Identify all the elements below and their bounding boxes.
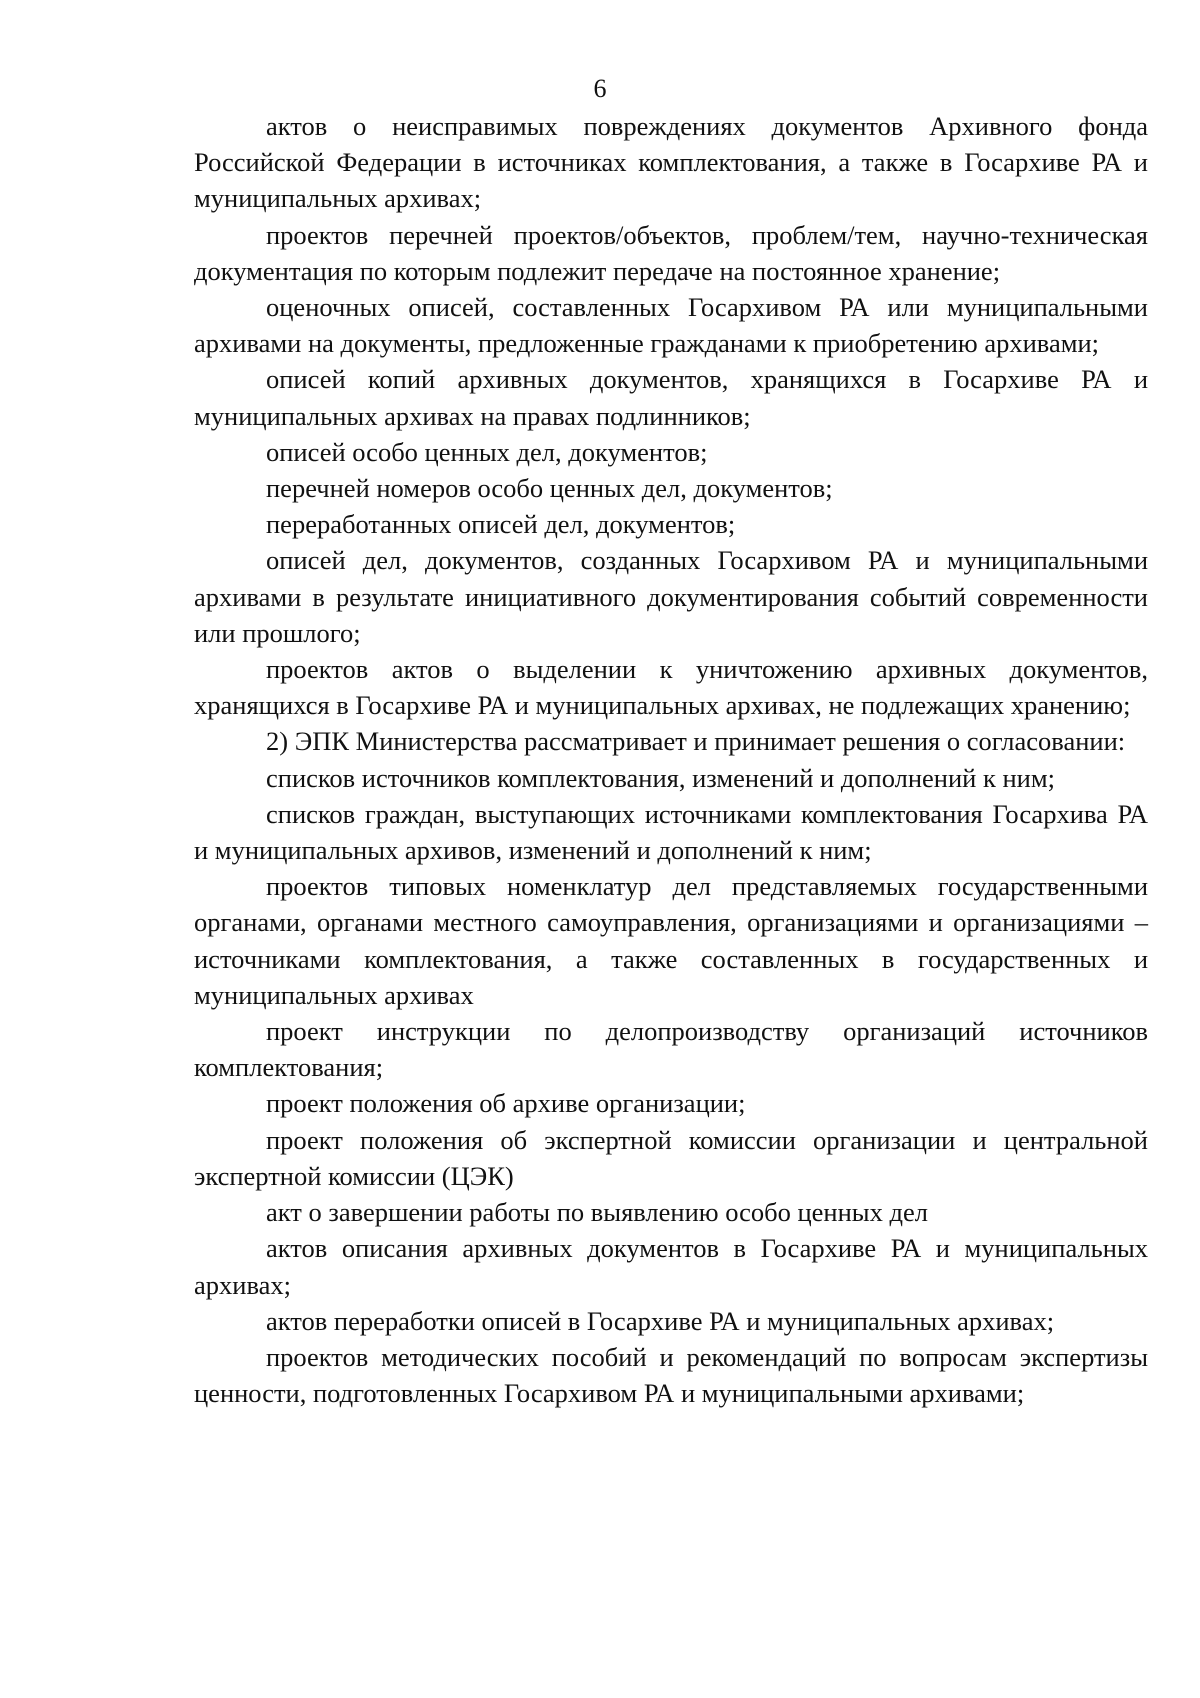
paragraph: проект положения об экспертной комиссии организации и центральной экспертной комиссии (ЦЭК) xyxy=(194,1124,1148,1191)
paragraph: описей особо ценных дел, документов; xyxy=(266,436,708,467)
document-body xyxy=(194,108,1148,1411)
paragraph: проектов актов о выделении к уничтожению архивных документов, хранящихся в Госархиве РА и муниципальных архивах, не подлежащих хранению; xyxy=(194,654,1148,721)
paragraph: актов о неисправимых повреждениях документов Архивного фонда Российской Федерации в источниках комплектования, а также в Госархиве РА и муниципальных архивах; xyxy=(194,111,1148,214)
paragraph: проект положения об архиве организации; xyxy=(266,1088,746,1119)
paragraph: 2) ЭПК Министерства рассматривает и принимает решения о согласовании: xyxy=(266,726,1126,757)
paragraph: списков источников комплектования, изменений и дополнений к ним; xyxy=(266,762,1055,793)
page-number: 6 xyxy=(593,74,607,103)
paragraph: проектов методических пособий и рекомендаций по вопросам экспертизы ценности, подготовленных Госархивом РА и муниципальными архивами; xyxy=(194,1341,1148,1409)
paragraph: актов описания архивных документов в Госархиве РА и муниципальных архивах; xyxy=(194,1233,1148,1300)
paragraph: проектов типовых номенклатур дел представляемых государственными органами, органами местного самоуправления, организациями и организациями – источниками комплектования, а также составленных в государственных и муниципальных архивах xyxy=(194,871,1148,1010)
paragraph: перечней номеров особо ценных дел, документов; xyxy=(266,473,833,504)
paragraph: актов переработки описей в Госархиве РА и муниципальных архивах; xyxy=(266,1305,1055,1336)
paragraph: проект инструкции по делопроизводству организаций источников комплектования; xyxy=(194,1016,1148,1083)
paragraph: списков граждан, выступающих источниками комплектования Госархива РА и муниципальных архивов, изменений и дополнений к ним; xyxy=(194,798,1148,866)
paragraph: переработанных описей дел, документов; xyxy=(266,509,736,540)
paragraph: описей копий архивных документов, хранящихся в Госархиве РА и муниципальных архивах на правах подлинников; xyxy=(194,364,1148,431)
paragraph: описей дел, документов, созданных Госархивом РА и муниципальными архивами в результате инициативного документирования событий современности или прошлого; xyxy=(194,545,1148,648)
paragraph: акт о завершении работы по выявлению особо ценных дел xyxy=(266,1197,928,1228)
paragraph: проектов перечней проектов/объектов, проблем/тем, научно-техническая документация по которым подлежит передаче на постоянное хранение; xyxy=(194,219,1148,286)
paragraph: оценочных описей, составленных Госархивом РА или муниципальными архивами на документы, предложенные гражданами к приобретению архивами; xyxy=(194,292,1148,359)
